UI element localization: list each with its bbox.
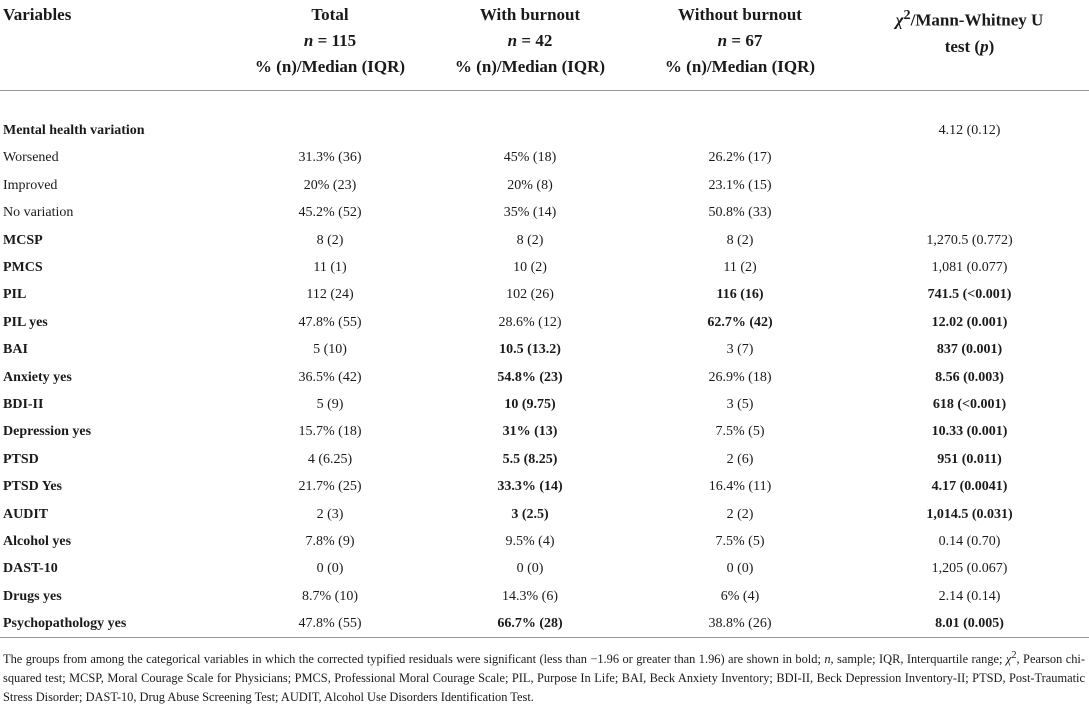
header-test-line1: $\chi^2/Mann$-Whitney U bbox=[895, 7, 1044, 30]
table-row bbox=[0, 364, 1089, 391]
table-body bbox=[0, 90, 1089, 638]
cell-with-burnout: 3 (2.5) bbox=[511, 506, 549, 522]
table-row bbox=[0, 528, 1089, 555]
header-without-burnout bbox=[630, 0, 850, 90]
cell-total: 21.7% (25) bbox=[298, 479, 362, 495]
cell-test: 10.33 (0.001) bbox=[931, 424, 1008, 440]
cell-with-burnout: 8 (2) bbox=[516, 232, 544, 248]
table-row bbox=[0, 254, 1089, 281]
cell-without-burnout: 38.8% (26) bbox=[630, 610, 850, 637]
cell-without-burnout: 23.1% (15) bbox=[708, 177, 772, 193]
cell-with-burnout: 66.7% (28) bbox=[430, 610, 630, 637]
cell-total: 112 (24) bbox=[306, 287, 354, 303]
table-row bbox=[0, 172, 1089, 199]
cell-test: 1,270.5 (0.772) bbox=[926, 232, 1013, 248]
header-total bbox=[230, 0, 430, 90]
cell-total: 7.8% (9) bbox=[305, 533, 355, 549]
cell-with-burnout: 10 (2) bbox=[513, 260, 547, 276]
cell-test: 951 (0.011) bbox=[937, 451, 1002, 467]
cell-total: 5 (10) bbox=[313, 342, 347, 358]
cell-test: 618 (<0.001) bbox=[932, 396, 1007, 412]
cell-test: 4.17 (0.0041) bbox=[931, 479, 1008, 495]
cell-test: 1,014.5 (0.031) bbox=[926, 506, 1013, 522]
header-with-n: n = 42 bbox=[507, 31, 553, 50]
cell-with-burnout: 33.3% (14) bbox=[497, 479, 563, 495]
row-label: Improved bbox=[3, 177, 58, 193]
cell-without-burnout: 50.8% (33) bbox=[708, 205, 772, 221]
cell-without-burnout: 2 (2) bbox=[726, 506, 754, 522]
cell-test bbox=[850, 145, 1089, 172]
header-without-stat: % (n)/Median (IQR) bbox=[664, 57, 816, 76]
cell-test: 1,205 (0.067) bbox=[931, 561, 1008, 577]
cell-total: 4 (6.25) bbox=[307, 451, 353, 467]
table-row bbox=[0, 556, 1089, 583]
cell-without-burnout: 11 (2) bbox=[723, 260, 757, 276]
cell-without-burnout: 6% (4) bbox=[720, 588, 760, 604]
cell-total: 11 (1) bbox=[313, 260, 347, 276]
cell-with-burnout: 5.5 (8.25) bbox=[502, 451, 558, 467]
cell-total: 20% (23) bbox=[303, 177, 357, 193]
cell-without-burnout: 116 (16) bbox=[716, 287, 764, 303]
cell-without-burnout: 26.9% (18) bbox=[708, 369, 772, 385]
header-without-title: Without burnout bbox=[678, 5, 802, 24]
header-test-line2: test (p) bbox=[944, 36, 995, 56]
cell-test: 8.01 (0.005) bbox=[850, 610, 1089, 637]
cell-test: 1,081 (0.077) bbox=[931, 260, 1008, 276]
cell-with-burnout: 45% (18) bbox=[503, 150, 557, 166]
table-row bbox=[0, 117, 1089, 144]
cell-with-burnout: 102 (26) bbox=[506, 287, 554, 303]
table-row bbox=[0, 282, 1089, 309]
cell-test bbox=[850, 172, 1089, 199]
cell-without-burnout: 0 (0) bbox=[726, 561, 754, 577]
row-label: Mental health variation bbox=[3, 123, 145, 139]
cell-with-burnout: 31% (13) bbox=[502, 424, 558, 440]
row-label: PTSD bbox=[3, 451, 39, 467]
cell-test: 837 (0.001) bbox=[936, 342, 1003, 358]
table-row bbox=[0, 610, 1089, 637]
table-row bbox=[0, 227, 1089, 254]
cell-without-burnout: 3 (5) bbox=[726, 396, 754, 412]
cell-without-burnout: 16.4% (11) bbox=[708, 479, 772, 495]
cell-without-burnout: 62.7% (42) bbox=[707, 314, 773, 330]
row-label: PTSD Yes bbox=[3, 479, 62, 495]
cell-test: 741.5 (<0.001) bbox=[927, 287, 1012, 303]
table-row bbox=[0, 337, 1089, 364]
cell-with-burnout: 35% (14) bbox=[503, 205, 557, 221]
cell-total: 0 (0) bbox=[316, 561, 344, 577]
table-row bbox=[0, 473, 1089, 500]
header-variables: Variables bbox=[3, 5, 72, 24]
row-label: PIL bbox=[3, 287, 27, 303]
cell-total: 47.8% (55) bbox=[230, 610, 430, 637]
cell-total: 36.5% (42) bbox=[298, 369, 362, 385]
cell-total: 5 (9) bbox=[316, 396, 344, 412]
table-footnote: The groups from among the categorical variables in which the corrected typified residuals were significant (less than −1.96 or greater than 1.96) are shown in bold; n, sample; IQR, Interquartile range; $\chi^2$, Pearson chi-squared test; MCSP, Moral Courage Scale for Physicians; PMCS, Professional Moral Courage Scale; PIL, Purpose In Life; BAI, Beck Anxiety Inventory; BDI-II, Beck Depression Inventory-II; PTSD, Post-Traumatic Stress Disorder; DAST-10, Drug Abuse Screening Test; AUDIT, Alcohol Use Disorders Identification Test. bbox=[3, 650, 1085, 705]
cell-test: 2.14 (0.14) bbox=[938, 588, 1001, 604]
cell-total: 8 (2) bbox=[316, 232, 344, 248]
cell-with-burnout: 9.5% (4) bbox=[505, 533, 555, 549]
table-row bbox=[0, 501, 1089, 528]
row-label: PMCS bbox=[3, 260, 43, 276]
table-row bbox=[0, 391, 1089, 418]
row-label: No variation bbox=[3, 205, 74, 221]
header-with-burnout bbox=[430, 0, 630, 90]
cell-test bbox=[850, 200, 1089, 227]
header-test bbox=[850, 0, 1089, 90]
row-label: Anxiety yes bbox=[3, 369, 72, 385]
row-label: Depression yes bbox=[3, 424, 92, 440]
cell-with-burnout: 0 (0) bbox=[516, 561, 544, 577]
header-total-stat: % (n)/Median (IQR) bbox=[254, 57, 406, 76]
cell-without-burnout: 2 (6) bbox=[726, 451, 754, 467]
cell-without-burnout: 7.5% (5) bbox=[715, 424, 765, 440]
cell-total: 15.7% (18) bbox=[298, 424, 362, 440]
row-label: Worsened bbox=[3, 150, 59, 166]
cell-total: 47.8% (55) bbox=[298, 314, 362, 330]
header-total-title: Total bbox=[311, 5, 349, 24]
table-row bbox=[0, 583, 1089, 610]
row-label: Alcohol yes bbox=[3, 533, 72, 549]
cell-without-burnout: 8 (2) bbox=[726, 232, 754, 248]
table-row bbox=[0, 200, 1089, 227]
table-row bbox=[0, 446, 1089, 473]
cell-total: 45.2% (52) bbox=[298, 205, 362, 221]
row-label: MCSP bbox=[3, 232, 43, 248]
cell-test: 0.14 (0.70) bbox=[938, 533, 1001, 549]
cell-without-burnout: 7.5% (5) bbox=[715, 533, 765, 549]
cell-with-burnout bbox=[430, 117, 630, 144]
cell-with-burnout: 54.8% (23) bbox=[497, 369, 563, 385]
header-with-title: With burnout bbox=[479, 5, 581, 24]
header-without-n: n = 67 bbox=[717, 31, 763, 50]
cell-test: 4.12 (0.12) bbox=[938, 123, 1001, 139]
row-label: Drugs yes bbox=[3, 588, 62, 604]
cell-with-burnout: 28.6% (12) bbox=[498, 314, 562, 330]
header-total-n: n = 115 bbox=[303, 31, 357, 50]
cell-with-burnout: 14.3% (6) bbox=[502, 588, 558, 604]
header-with-stat: % (n)/Median (IQR) bbox=[454, 57, 606, 76]
table-row bbox=[0, 309, 1089, 336]
row-label: BAI bbox=[3, 342, 28, 358]
row-label: DAST-10 bbox=[3, 561, 58, 577]
cell-without-burnout: 26.2% (17) bbox=[708, 150, 772, 166]
cell-without-burnout bbox=[630, 117, 850, 144]
cell-with-burnout: 10.5 (13.2) bbox=[499, 342, 561, 358]
cell-total: 8.7% (10) bbox=[302, 588, 358, 604]
table-row bbox=[0, 145, 1089, 172]
cell-without-burnout: 3 (7) bbox=[726, 342, 754, 358]
cell-test: 8.56 (0.003) bbox=[935, 369, 1004, 385]
cell-total bbox=[230, 117, 430, 144]
cell-with-burnout: 20% (8) bbox=[507, 177, 553, 193]
table-row bbox=[0, 419, 1089, 446]
row-label: BDI-II bbox=[3, 396, 44, 412]
table-header bbox=[0, 0, 1089, 90]
cell-with-burnout: 10 (9.75) bbox=[504, 396, 556, 412]
cell-total: 31.3% (36) bbox=[298, 150, 362, 166]
cell-test: 12.02 (0.001) bbox=[931, 314, 1008, 330]
row-label: Psychopathology yes bbox=[0, 610, 230, 637]
cell-total: 2 (3) bbox=[316, 506, 344, 522]
row-label: AUDIT bbox=[3, 506, 49, 522]
row-label: PIL yes bbox=[3, 314, 48, 330]
